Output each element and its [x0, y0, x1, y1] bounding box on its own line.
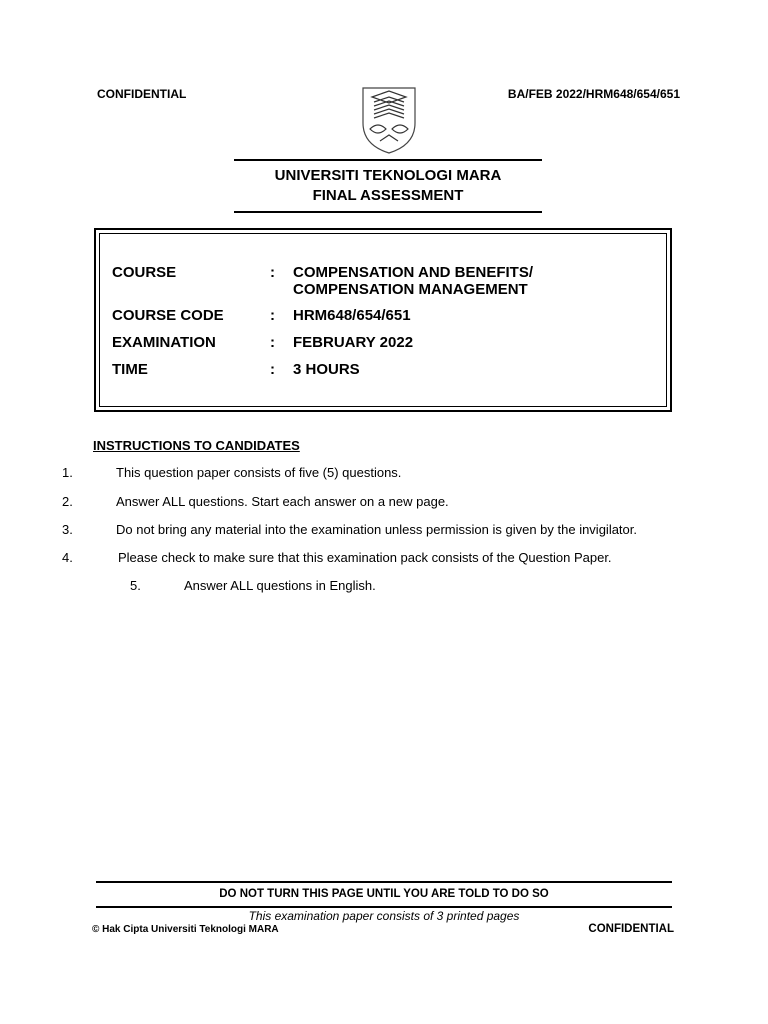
footer-confidential: CONFIDENTIAL — [588, 923, 674, 935]
course-colon: : — [270, 264, 275, 281]
instruction-number: 1. — [62, 465, 73, 480]
instruction-text: This question paper consists of five (5) questions. — [116, 465, 402, 480]
course-code-label: COURSE CODE — [112, 307, 224, 324]
instruction-number: 3. — [62, 522, 73, 537]
instruction-number: 2. — [62, 494, 73, 509]
examination-value: FEBRUARY 2022 — [293, 334, 414, 351]
course-code-colon: : — [270, 307, 275, 324]
title-bottom-rule — [234, 211, 542, 213]
examination-label: EXAMINATION — [112, 334, 216, 351]
page-count-note: This examination paper consists of 3 printed pages — [248, 909, 520, 923]
instruction-number: 5. — [130, 578, 141, 593]
course-value-line2: COMPENSATION MANAGEMENT — [293, 281, 528, 298]
time-value: 3 HOURS — [293, 361, 360, 378]
time-colon: : — [270, 361, 275, 378]
instruction-number: 4. — [62, 550, 73, 565]
university-crest-icon — [358, 85, 420, 155]
examination-colon: : — [270, 334, 275, 351]
course-code-value: HRM648/654/651 — [293, 307, 411, 324]
instruction-text: Please check to make sure that this examination pack consists of the Question Paper. — [118, 550, 612, 565]
university-name: UNIVERSITI TEKNOLOGI MARA — [274, 167, 502, 184]
assessment-title: FINAL ASSESSMENT — [312, 187, 464, 204]
footer-bottom-rule — [96, 906, 672, 908]
title-top-rule — [234, 159, 542, 161]
do-not-turn-notice: DO NOT TURN THIS PAGE UNTIL YOU ARE TOLD TO DO SO — [219, 888, 549, 900]
copyright-notice: © Hak Cipta Universiti Teknologi MARA — [92, 924, 279, 935]
instructions-title: INSTRUCTIONS TO CANDIDATES — [93, 438, 300, 453]
course-value-line1: COMPENSATION AND BENEFITS/ — [293, 264, 534, 281]
time-label: TIME — [112, 361, 148, 378]
course-label: COURSE — [112, 264, 177, 281]
header-reference-code: BA/FEB 2022/HRM648/654/651 — [507, 87, 680, 101]
instruction-text: Answer ALL questions. Start each answer on a new page. — [116, 494, 449, 509]
header-confidential: CONFIDENTIAL — [97, 87, 187, 101]
instruction-text: Answer ALL questions in English. — [184, 578, 376, 593]
instruction-text: Do not bring any material into the examination unless permission is given by the invigilator. — [116, 522, 637, 537]
footer-top-rule — [96, 881, 672, 883]
